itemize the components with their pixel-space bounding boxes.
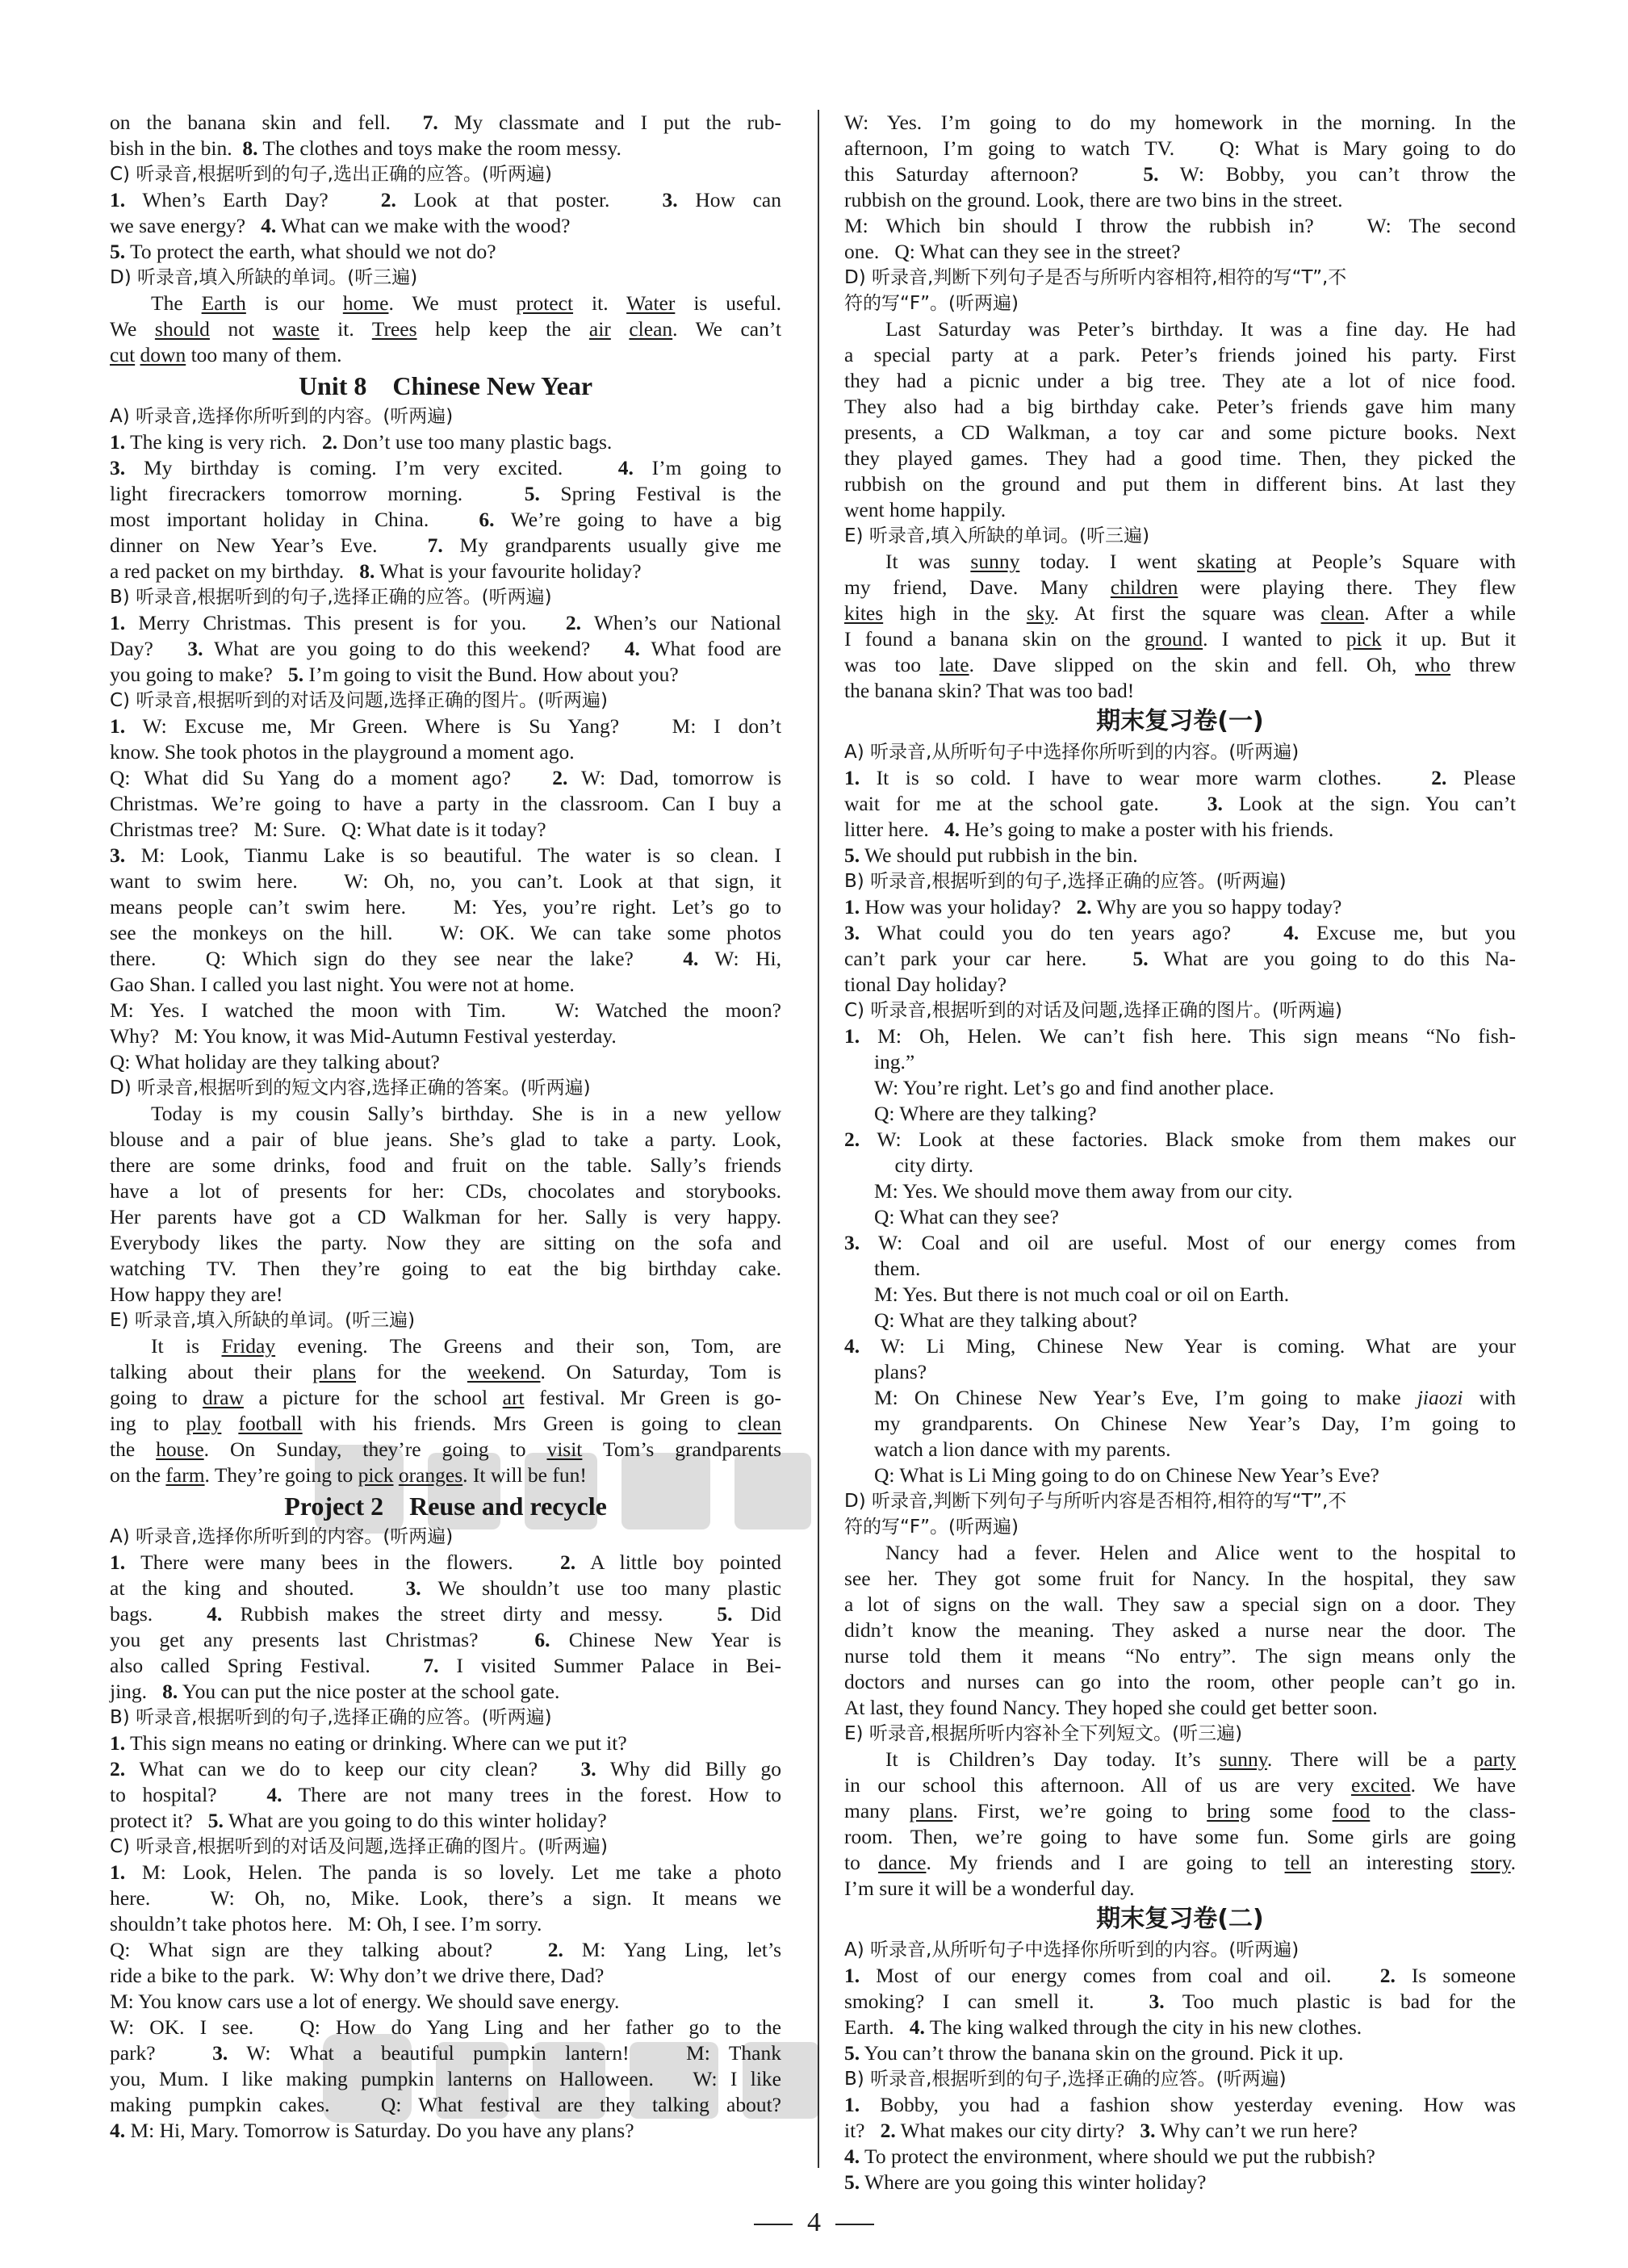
text-line: we save energy? 4. What can we make with the wood? xyxy=(110,214,571,237)
page-number xyxy=(0,2207,1628,2238)
instruction-line: 符的写“F”。(听两遍) xyxy=(844,293,1019,314)
text-line: doctors and nurses can go into the room, other people can’t go in. xyxy=(844,1670,1516,1693)
text-line: have a lot of presents for her: CDs, chocolates and storybooks. xyxy=(110,1179,781,1203)
text-line: a lot of signs on the wall. They saw a special sign on a door. They xyxy=(844,1592,1516,1616)
text-line: was too late. Dave slipped on the skin and fell. Oh, who threw xyxy=(844,653,1516,676)
text-line: my friend, Dave. Many children were playing there. They flew xyxy=(844,575,1516,599)
text-line: 5. We should put rubbish in the bin. xyxy=(844,843,1138,867)
text-line: 5. Where are you going this winter holiday? xyxy=(844,2170,1207,2194)
text-line: talking about their plans for the weekend. On Saturday, Tom is xyxy=(110,1360,781,1383)
text-line: bish in the bin. 8. The clothes and toys make the room messy. xyxy=(110,136,621,160)
text-line: it? 2. What makes our city dirty? 3. Why can’t we run here? xyxy=(844,2119,1358,2142)
text-line: 3. What could you do ten years ago? 4. Excuse me, but you xyxy=(844,921,1516,944)
left-column xyxy=(110,110,781,2144)
right-column xyxy=(844,110,1516,2195)
text-line: going to draw a picture for the school art festival. Mr Green is go- xyxy=(110,1386,782,1409)
section-title: 期末复习卷(一) xyxy=(1096,707,1264,735)
text-line: dinner on New Year’s Eve. 7. My grandparents usually give me xyxy=(110,534,781,557)
text-line: them. xyxy=(873,1257,921,1280)
instruction-line: A) 听录音,从所听句子中选择你所听到的内容。(听两遍) xyxy=(844,742,1299,763)
text-line: the banana skin? That was too bad! xyxy=(844,679,1135,702)
text-line: watch a lion dance with my parents. xyxy=(873,1437,1171,1461)
text-line: this Saturday afternoon? 5. W: Bobby, you can’t throw the xyxy=(844,162,1516,186)
text-line: cut down too many of them. xyxy=(110,343,342,366)
instruction-line: E) 听录音,填入所缺的单词。(听三遍) xyxy=(110,1310,416,1331)
text-line: nurse told them it means “No entry”. The sign means only the xyxy=(844,1644,1516,1668)
text-line: 1. M: Oh, Helen. We can’t fish here. This sign means “No fish- xyxy=(844,1024,1516,1048)
text-line: they had a picnic under a big tree. They ate a lot of nice food. xyxy=(844,369,1516,392)
instruction-line: D) 听录音,判断下列句子与所听内容是否相符,相符的写“T”,不 xyxy=(844,1491,1347,1512)
text-line: 1. The king is very rich. 2. Don’t use too many plastic bags. xyxy=(110,430,613,454)
text-line: many plans. First, we’re going to bring some food to the class- xyxy=(844,1799,1516,1822)
text-line: making pumpkin cakes. Q: What festival are they talking about? xyxy=(110,2093,781,2116)
text-line: 1. W: Excuse me, Mr Green. Where is Su Yang? M: I don’t xyxy=(110,714,781,738)
instruction-line: A) 听录音,选择你所听到的内容。(听两遍) xyxy=(110,1526,454,1547)
text-line: 2. What can we do to keep our city clean? 3. Why did Billy go xyxy=(110,1757,781,1781)
instruction-line: C) 听录音,根据听到的对话及问题,选择正确的图片。(听两遍) xyxy=(844,1000,1342,1021)
text-line: you going to make? 5. I’m going to visit the Bund. How about you? xyxy=(110,663,679,686)
instruction-line: B) 听录音,根据听到的句子,选择正确的应答。(听两遍) xyxy=(844,871,1287,892)
text-line: litter here. 4. He’s going to make a poster with his friends. xyxy=(844,818,1334,841)
text-line: tional Day holiday? xyxy=(844,973,1007,996)
text-line: Q: What sign are they talking about? 2. M: Yang Ling, let’s xyxy=(110,1938,781,1961)
page-number-dash-right xyxy=(835,2224,874,2225)
instruction-line: B) 听录音,根据听到的句子,选择正确的应答。(听两遍) xyxy=(110,1707,552,1728)
text-line: they played games. They had a good time. Then, they picked the xyxy=(844,446,1516,470)
text-line: M: Yes. But there is not much coal or oil on Earth. xyxy=(873,1283,1290,1306)
text-line: I found a banana skin on the ground. I wanted to pick it up. But it xyxy=(844,627,1516,651)
text-line: W: OK. I see. Q: How do Yang Ling and her father go to the xyxy=(110,2015,781,2039)
text-line: 1. There were many bees in the flowers. 2. A little boy pointed xyxy=(110,1550,781,1574)
text-line: Christmas tree? M: Sure. Q: What date is it today? xyxy=(110,818,546,841)
text-line: the house. On Sunday, they’re going to visit Tom’s grandparents xyxy=(110,1437,782,1461)
text-line: room. Then, we’re going to have some fun. Some girls are going xyxy=(844,1825,1516,1848)
text-line: rubbish on the ground. Look, there are two bins in the street. xyxy=(844,188,1343,211)
text-line: M: Yes. We should move them away from our city. xyxy=(873,1179,1293,1203)
text-line: I’m sure it will be a wonderful day. xyxy=(844,1877,1135,1900)
text-line: there. Q: Which sign do they see near the lake? 4. W: Hi, xyxy=(110,947,781,970)
text-line: wait for me at the school gate. 3. Look at the sign. You can’t xyxy=(844,792,1516,815)
instruction-line: E) 听录音,填入所缺的单词。(听三遍) xyxy=(844,525,1150,546)
instruction-line: A) 听录音,从所听句子中选择你所听到的内容。(听两遍) xyxy=(844,1940,1299,1960)
text-line: M: Yes. I watched the moon with Tim. W: Watched the moon? xyxy=(110,998,781,1022)
text-line: most important holiday in China. 6. We’re going to have a big xyxy=(110,508,781,531)
text-line: park? 3. W: What a beautiful pumpkin lantern! M: Thank xyxy=(110,2041,781,2065)
text-line: you, Mum. I like making pumpkin lanterns on Halloween. W: I like xyxy=(110,2067,781,2090)
text-line: protect it? 5. What are you going to do this winter holiday? xyxy=(110,1809,607,1832)
text-line: there are some drinks, food and fruit on the table. Sally’s friends xyxy=(110,1153,781,1177)
text-line: to dance. My friends and I are going to tell an interesting story. xyxy=(844,1851,1516,1874)
text-line: you get any presents last Christmas? 6. Chinese New Year is xyxy=(110,1628,782,1651)
text-line: see the monkeys on the hill. W: OK. We can take some photos xyxy=(110,921,781,944)
text-line: 4. To protect the environment, where should we put the rubbish? xyxy=(844,2145,1375,2168)
text-line: They also had a big birthday cake. Peter’s friends gave him many xyxy=(844,395,1516,418)
section-title: 期末复习卷(二) xyxy=(1096,1905,1264,1933)
text-line: It is Friday evening. The Greens and their son, Tom, are xyxy=(151,1334,781,1358)
text-line: 1. It is so cold. I have to wear more warm clothes. 2. Please xyxy=(844,766,1516,789)
text-line: light firecrackers tomorrow morning. 5. Spring Festival is the xyxy=(110,482,781,505)
text-line: city dirty. xyxy=(873,1153,973,1177)
text-line: presents, a CD Walkman, a toy car and some picture books. Next xyxy=(844,421,1516,444)
text-line: at the king and shouted. 3. We shouldn’t use too many plastic xyxy=(110,1576,781,1600)
text-line: M: On Chinese New Year’s Eve, I’m going to make jiaozi with xyxy=(873,1386,1516,1409)
text-line: my grandparents. On Chinese New Year’s Day, I’m going to xyxy=(873,1412,1516,1435)
instruction-line: B) 听录音,根据听到的句子,选择正确的应答。(听两遍) xyxy=(844,2069,1287,2090)
text-line: Q: What is Li Ming going to do on Chinese New Year’s Eve? xyxy=(873,1463,1379,1487)
instruction-line: 符的写“F”。(听两遍) xyxy=(844,1517,1019,1538)
text-line: 5. You can’t throw the banana skin on the ground. Pick it up. xyxy=(844,2041,1344,2065)
text-line: 4. M: Hi, Mary. Tomorrow is Saturday. Do you have any plans? xyxy=(110,2119,634,2142)
text-line: W: You’re right. Let’s go and find another place. xyxy=(873,1076,1274,1099)
text-line: ing to play football with his friends. Mrs Green is going to clean xyxy=(110,1412,782,1435)
text-line: How happy they are! xyxy=(110,1283,283,1306)
text-line: Her parents have got a CD Walkman for her. Sally is very happy. xyxy=(110,1205,781,1228)
text-line: 3. W: Coal and oil are useful. Most of our energy comes from xyxy=(844,1231,1516,1254)
text-line: Day? 3. What are you going to do this weekend? 4. What food are xyxy=(110,637,781,660)
text-line: means people can’t swim here. M: Yes, you’re right. Let’s go to xyxy=(110,895,781,918)
text-line: Why? M: You know, it was Mid-Autumn Festival yesterday. xyxy=(110,1024,617,1048)
instruction-line: C) 听录音,根据听到的句子,选出正确的应答。(听两遍) xyxy=(110,164,552,185)
text-line: watching TV. Then they’re going to eat the big birthday cake. xyxy=(110,1257,781,1280)
page-number-text: 4 xyxy=(807,2207,821,2237)
instruction-line: D) 听录音,判断下列句子是否与所听内容相符,相符的写“T”,不 xyxy=(844,267,1347,288)
text-line: 1. This sign means no eating or drinking. Where can we put it? xyxy=(110,1731,627,1755)
text-line: on the farm. They’re going to pick oranges. It will be fun! xyxy=(110,1463,587,1487)
text-line: 1. Merry Christmas. This present is for you. 2. When’s our National xyxy=(110,611,781,634)
text-line: afternoon, I’m going to watch TV. Q: What is Mary going to do xyxy=(844,136,1516,160)
text-line: Q: What are they talking about? xyxy=(873,1308,1137,1332)
text-line: bags. 4. Rubbish makes the street dirty and messy. 5. Did xyxy=(110,1602,782,1626)
page-number-dash-left xyxy=(754,2224,793,2225)
text-line: rubbish on the ground and put them in different bins. At last they xyxy=(844,472,1516,496)
text-line: ing.” xyxy=(873,1050,915,1073)
text-line: to hospital? 4. There are not many trees in the forest. How to xyxy=(110,1783,781,1806)
text-line: can’t park your car here. 5. What are you going to do this Na- xyxy=(844,947,1516,970)
text-line: in our school this afternoon. All of us are very excited. We have xyxy=(844,1773,1516,1797)
text-line: know. She took photos in the playground a moment ago. xyxy=(110,740,575,764)
text-line: 1. Bobby, you had a fashion show yesterday evening. How was xyxy=(844,2093,1516,2116)
text-line: also called Spring Festival. 7. I visited Summer Palace in Bei- xyxy=(110,1654,781,1677)
text-line: Gao Shan. I called you last night. You were not at home. xyxy=(110,973,575,996)
text-line: 5. To protect the earth, what should we not do? xyxy=(110,240,496,263)
text-line: 1. How was your holiday? 2. Why are you so happy today? xyxy=(844,895,1342,918)
text-line: jing. 8. You can put the nice poster at the school gate. xyxy=(110,1680,560,1703)
instruction-line: E) 听录音,根据所听内容补全下列短文。(听三遍) xyxy=(844,1723,1243,1744)
text-line: one. Q: What can they see in the street? xyxy=(844,240,1181,263)
text-line: Nancy had a fever. Helen and Alice went to the hospital to xyxy=(885,1541,1516,1564)
text-line: on the banana skin and fell. 7. My classmate and I put the rub- xyxy=(110,111,781,134)
text-line: here. W: Oh, no, Mike. Look, there’s a sign. It means we xyxy=(110,1886,781,1910)
text-line: Last Saturday was Peter’s birthday. It was a fine day. He had xyxy=(885,317,1516,341)
text-line: Q: What holiday are they talking about? xyxy=(110,1050,440,1073)
text-line: It is Children’s Day today. It’s sunny. There will be a party xyxy=(885,1747,1516,1771)
text-line: At last, they found Nancy. They hoped she could get better soon. xyxy=(844,1696,1378,1719)
text-line: Q: What did Su Yang do a moment ago? 2. W: Dad, tomorrow is xyxy=(110,766,781,789)
text-line: Christmas. We’re going to have a party in the classroom. Can I buy a xyxy=(110,792,781,815)
instruction-line: D) 听录音,填入所缺的单词。(听三遍) xyxy=(110,267,418,288)
text-line: 1. Most of our energy comes from coal and oil. 2. Is someone xyxy=(844,1964,1516,1987)
text-line: M: Which bin should I throw the rubbish in? W: The second xyxy=(844,214,1516,237)
text-line: ride a bike to the park. W: Why don’t we drive there, Dad? xyxy=(110,1964,605,1987)
section-title: Project 2 Reuse and recycle xyxy=(284,1492,607,1521)
text-line: smoking? I can smell it. 3. Too much plastic is bad for the xyxy=(844,1990,1516,2013)
text-line: 1. When’s Earth Day? 2. Look at that poster. 3. How can xyxy=(110,188,781,211)
text-line: plans? xyxy=(873,1360,927,1383)
text-line: 2. W: Look at these factories. Black smoke from them makes our xyxy=(844,1128,1516,1151)
section-title: Unit 8 Chinese New Year xyxy=(298,371,593,400)
text-line: went home happily. xyxy=(844,498,1007,521)
text-line: Everybody likes the party. Now they are sitting on the sofa and xyxy=(110,1231,781,1254)
text-line: 3. My birthday is coming. I’m very excited. 4. I’m going to xyxy=(110,456,781,479)
text-line: 1. M: Look, Helen. The panda is so lovely. Let me take a photo xyxy=(110,1860,781,1884)
text-line: Q: What can they see? xyxy=(873,1205,1059,1228)
text-line: a special party at a park. Peter’s friends joined his party. First xyxy=(844,343,1516,366)
text-line: a red packet on my birthday. 8. What is your favourite holiday? xyxy=(110,559,642,583)
text-line: The Earth is our home. We must protect it. Water is useful. xyxy=(151,291,781,315)
instruction-line: A) 听录音,选择你所听到的内容。(听两遍) xyxy=(110,406,454,427)
text-line: want to swim here. W: Oh, no, you can’t. Look at that sign, it xyxy=(110,869,781,893)
instruction-line: B) 听录音,根据听到的句子,选择正确的应答。(听两遍) xyxy=(110,587,552,608)
text-line: Earth. 4. The king walked through the city in his new clothes. xyxy=(844,2015,1362,2039)
instruction-line: C) 听录音,根据听到的对话及问题,选择正确的图片。(听两遍) xyxy=(110,1836,608,1857)
text-line: see her. They got some fruit for Nancy. In the hospital, they saw xyxy=(844,1567,1516,1590)
text-line: Q: Where are they talking? xyxy=(873,1102,1097,1125)
text-line: blouse and a pair of blue jeans. She’s glad to take a party. Look, xyxy=(110,1128,781,1151)
text-line: Today is my cousin Sally’s birthday. She is in a new yellow xyxy=(151,1102,781,1125)
text-line: It was sunny today. I went skating at People’s Square with xyxy=(885,550,1516,573)
text-line: shouldn’t take photos here. M: Oh, I see. I’m sorry. xyxy=(110,1912,542,1935)
text-line: W: Yes. I’m going to do my homework in the morning. In the xyxy=(844,111,1516,134)
text-line: We should not waste it. Trees help keep the air clean. We can’t xyxy=(110,317,781,341)
instruction-line: D) 听录音,根据听到的短文内容,选择正确的答案。(听两遍) xyxy=(110,1078,591,1098)
column-divider xyxy=(818,110,819,2168)
text-line: kites high in the sky. At first the square was clean. After a while xyxy=(844,601,1516,625)
text-line: didn’t know the meaning. They asked a nurse near the door. The xyxy=(844,1618,1516,1642)
text-line: 3. M: Look, Tianmu Lake is so beautiful. The water is so clean. I xyxy=(110,843,781,867)
instruction-line: C) 听录音,根据听到的对话及问题,选择正确的图片。(听两遍) xyxy=(110,690,608,711)
text-line: M: You know cars use a lot of energy. We should save energy. xyxy=(110,1990,620,2013)
text-line: 4. W: Li Ming, Chinese New Year is coming. What are your xyxy=(844,1334,1516,1358)
